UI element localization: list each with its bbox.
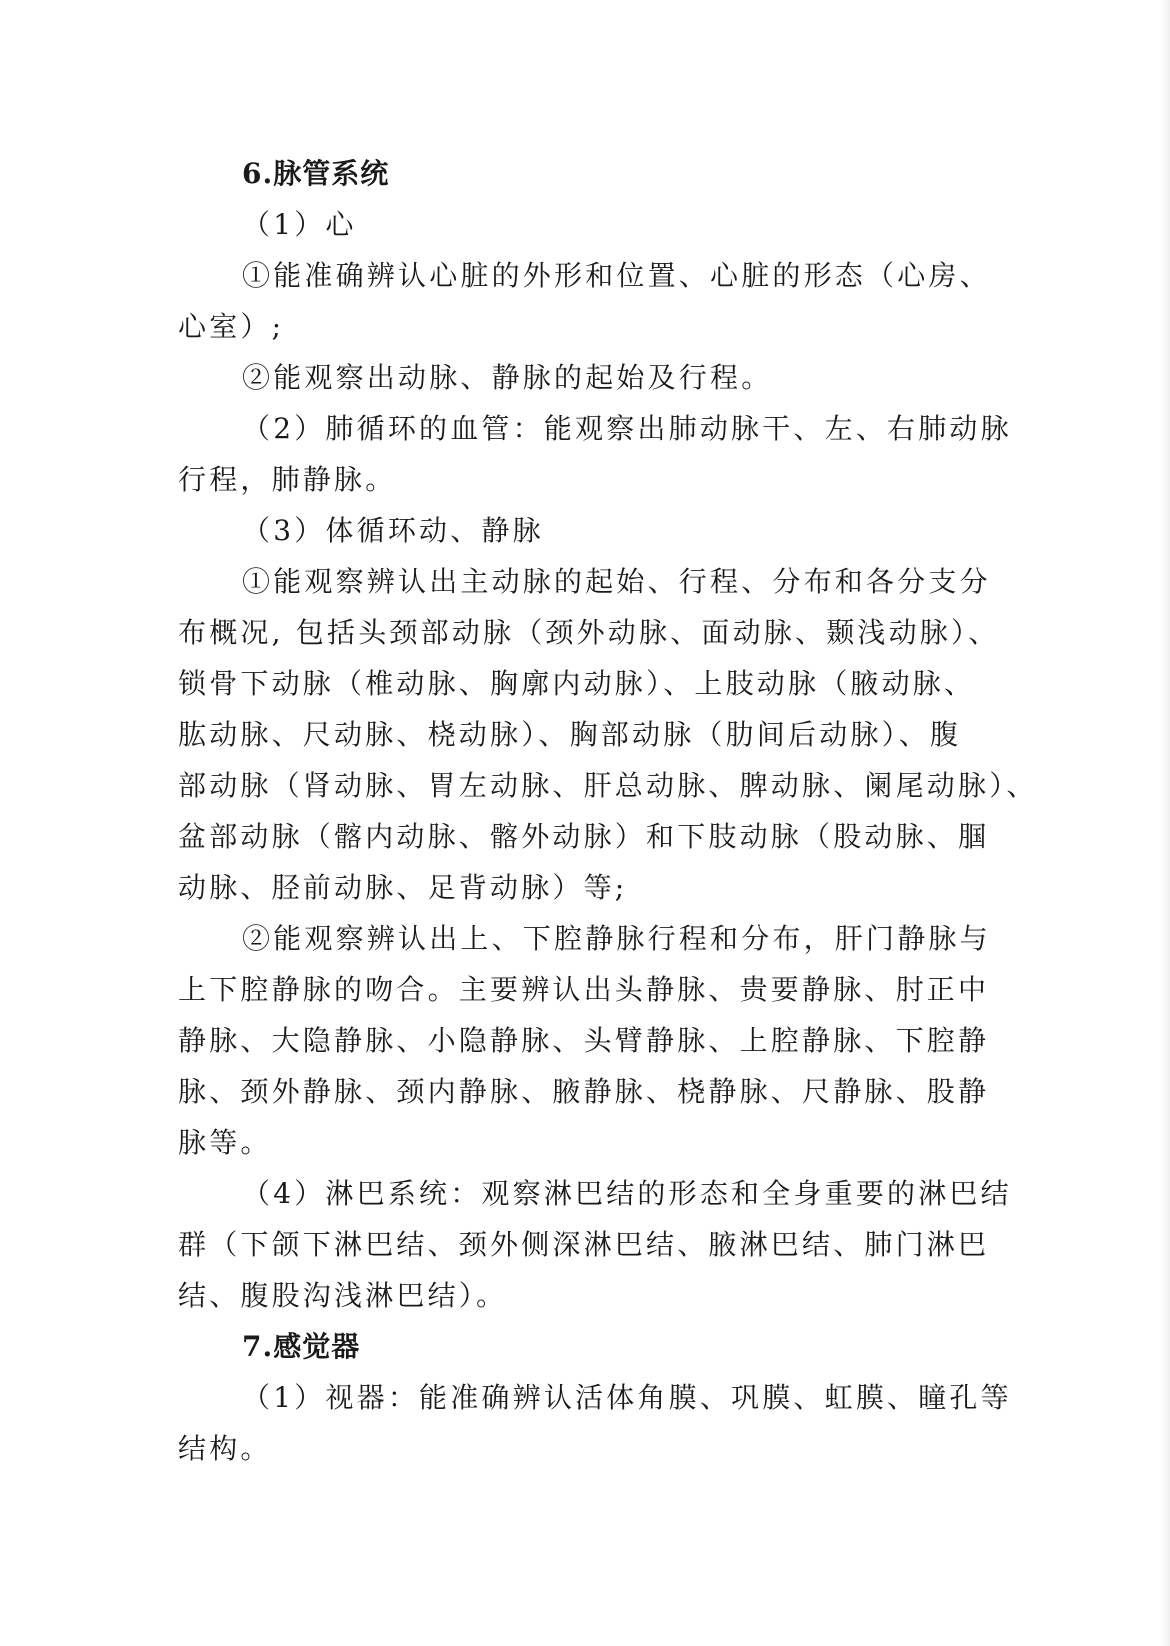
subsection-lymphatic-system: （4）淋巴系统：观察淋巴结的形态和全身重要的淋巴结 [242,1177,1012,1210]
paragraph-line: 上下腔静脉的吻合。主要辨认出头静脉、贵要静脉、肘正中 [178,973,990,1006]
paragraph-line: ②能观察辨认出上、下腔静脉行程和分布，肝门静脉与 [242,922,991,955]
paragraph-line: ①能观察辨认出主动脉的起始、行程、分布和各分支分 [242,565,991,598]
paragraph-line: 锁骨下动脉（椎动脉、胸廓内动脉）、上肢动脉（腋动脉、 [178,667,976,700]
subsection-systemic-circulation: （3）体循环动、静脉 [242,514,544,547]
subsection-visual-organ: （1）视器：能准确辨认活体角膜、巩膜、虹膜、瞳孔等 [242,1381,1012,1414]
paragraph-line: 心室）; [178,310,285,343]
paragraph-line: ②能观察出动脉、静脉的起始及行程。 [242,361,773,394]
paragraph-line: 结、腹股沟浅淋巴结）。 [178,1279,508,1312]
paragraph-line: 脉等。 [178,1126,272,1159]
paragraph-line: 行程，肺静脉。 [178,463,397,496]
section-heading-vascular-system: 6.脉管系统 [242,157,390,190]
paragraph-line: 脉、颈外静脉、颈内静脉、腋静脉、桡静脉、尺静脉、股静 [178,1075,990,1108]
subsection-pulmonary-circulation: （2）肺循环的血管：能观察出肺动脉干、左、右肺动脉 [242,412,1012,445]
page-edge-shadow [1160,0,1170,1646]
paragraph-line: 部动脉（肾动脉、胃左动脉、肝总动脉、脾动脉、阑尾动脉）、 [178,769,1038,802]
paragraph-line: 肱动脉、尺动脉、桡动脉）、胸部动脉（肋间后动脉）、腹 [178,718,962,751]
paragraph-line: 静脉、大隐静脉、小隐静脉、头臂静脉、上腔静脉、下腔静 [178,1024,990,1057]
paragraph-line: 群（下颌下淋巴结、颈外侧深淋巴结、腋淋巴结、肺门淋巴 [178,1228,990,1261]
paragraph-line: ①能准确辨认心脏的外形和位置、心脏的形态（心房、 [242,259,991,292]
paragraph-line: 布概况, 包括头颈部动脉（颈外动脉、面动脉、颞浅动脉）、 [178,616,1000,649]
subsection-heart: （1）心 [242,208,357,241]
document-body [178,148,1038,1474]
section-heading-sensory-organs: 7.感觉器 [242,1330,361,1363]
paragraph-line: 盆部动脉（髂内动脉、髂外动脉）和下肢动脉（股动脉、腘 [178,820,990,853]
paragraph-line: 动脉、胫前动脉、足背动脉）等; [178,871,628,904]
paragraph-line: 结构。 [178,1432,272,1465]
